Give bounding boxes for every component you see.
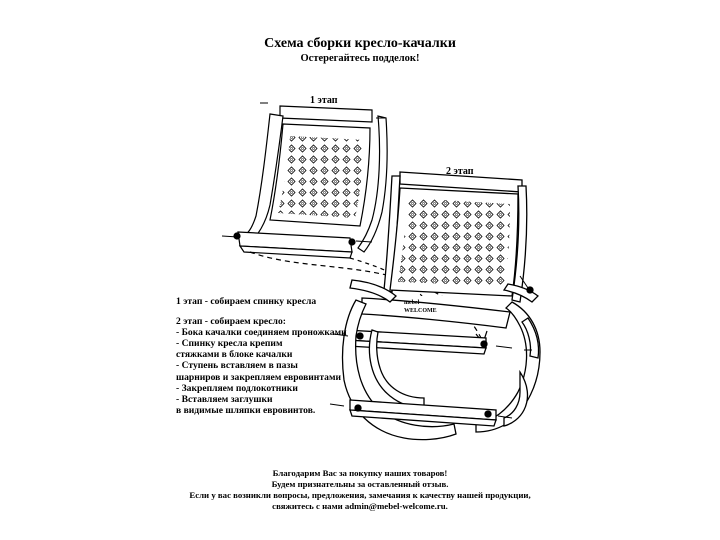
- instruction-stage1: 1 этап - собираем спинку кресла: [176, 296, 317, 307]
- instruction-stage2-header: 2 этап - собираем кресло:: [176, 316, 286, 328]
- stage2-label: 2 этап: [446, 166, 474, 177]
- instruction-line: в видимые шляпки евровинтов.: [176, 404, 316, 416]
- chair-brand-line2: WELCOME: [404, 308, 437, 314]
- chair-brand-line1: mebel: [404, 300, 420, 306]
- page-title: Схема сборки кресло-качалки: [264, 36, 456, 51]
- footer-line: свяжитесь с нами admin@mebel-welcome.ru.: [272, 501, 448, 511]
- stage1-back-assembly: [222, 103, 387, 258]
- instruction-line: шарниров и закрепляем евровинтами: [176, 371, 342, 383]
- instruction-line: - Закрепляем подлокотники: [176, 382, 298, 394]
- footer-note: [0, 468, 720, 512]
- instruction-line: - Ступень вставляем в пазы: [176, 360, 298, 372]
- assembly-instructions: [176, 296, 366, 416]
- instruction-line: - Вставляем заглушки: [176, 393, 273, 405]
- footer-line: Будем признательны за оставленный отзыв.: [271, 479, 449, 489]
- instruction-line: стяжками в блоке качалки: [176, 349, 293, 361]
- page-subtitle: Остерегайтесь подделок!: [300, 53, 420, 64]
- stage1-label: 1 этап: [310, 95, 338, 106]
- footer-line: Благодарим Вас за покупку наших товаров!: [272, 468, 448, 478]
- instruction-line: - Спинку кресла крепим: [176, 338, 283, 350]
- footer-line: Если у вас возникли вопросы, предложения, замечания к качеству нашей продукции,: [189, 490, 531, 500]
- instruction-line: - Бока качалки соединяем проножками: [176, 327, 347, 339]
